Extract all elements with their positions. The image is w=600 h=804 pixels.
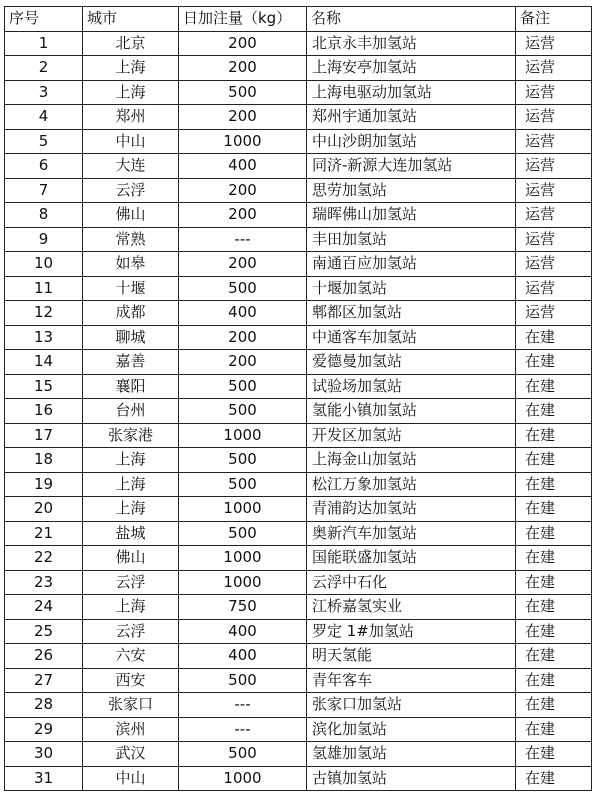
cell-note: 在建 (516, 717, 592, 742)
table-row (5, 129, 592, 154)
cell-city: 聊城 (83, 325, 179, 350)
table-row (5, 178, 592, 203)
cell-no: 7 (5, 178, 83, 203)
cell-name: 丰田加氢站 (307, 227, 516, 252)
table-row (5, 644, 592, 669)
cell-note: 在建 (516, 570, 592, 595)
cell-capacity: 200 (179, 178, 307, 203)
cell-capacity: 200 (179, 56, 307, 81)
cell-city: 滨州 (83, 717, 179, 742)
cell-name: 氢能小镇加氢站 (307, 399, 516, 424)
cell-no: 21 (5, 521, 83, 546)
cell-note: 运营 (516, 31, 592, 56)
cell-name: 氢雄加氢站 (307, 742, 516, 767)
cell-capacity: --- (179, 227, 307, 252)
cell-capacity: 1000 (179, 546, 307, 571)
cell-city: 六安 (83, 644, 179, 669)
cell-no: 20 (5, 497, 83, 522)
cell-capacity: 200 (179, 350, 307, 375)
cell-name: 中通客车加氢站 (307, 325, 516, 350)
cell-capacity: 400 (179, 619, 307, 644)
cell-name: 试验场加氢站 (307, 374, 516, 399)
cell-note: 在建 (516, 742, 592, 767)
cell-name: 南通百应加氢站 (307, 252, 516, 277)
cell-capacity: 500 (179, 374, 307, 399)
cell-no: 28 (5, 693, 83, 718)
cell-city: 云浮 (83, 178, 179, 203)
cell-city: 上海 (83, 472, 179, 497)
table-row (5, 717, 592, 742)
table-row (5, 497, 592, 522)
cell-no: 23 (5, 570, 83, 595)
cell-capacity: 500 (179, 448, 307, 473)
cell-capacity: 1000 (179, 766, 307, 791)
cell-no: 17 (5, 423, 83, 448)
table-row (5, 350, 592, 375)
cell-note: 在建 (516, 325, 592, 350)
cell-capacity: 500 (179, 399, 307, 424)
table-row (5, 399, 592, 424)
cell-note: 运营 (516, 105, 592, 130)
cell-name: 郫都区加氢站 (307, 301, 516, 326)
table-row (5, 105, 592, 130)
cell-no: 15 (5, 374, 83, 399)
cell-no: 2 (5, 56, 83, 81)
cell-city: 中山 (83, 766, 179, 791)
cell-note: 运营 (516, 178, 592, 203)
cell-note: 在建 (516, 766, 592, 791)
cell-capacity: 200 (179, 252, 307, 277)
cell-no: 4 (5, 105, 83, 130)
cell-name: 古镇加氢站 (307, 766, 516, 791)
cell-city: 襄阳 (83, 374, 179, 399)
cell-capacity: 750 (179, 595, 307, 620)
cell-name: 思劳加氢站 (307, 178, 516, 203)
cell-city: 中山 (83, 129, 179, 154)
cell-note: 运营 (516, 203, 592, 228)
cell-city: 云浮 (83, 619, 179, 644)
cell-note: 在建 (516, 668, 592, 693)
cell-name: 奥新汽车加氢站 (307, 521, 516, 546)
header-name: 名称 (307, 7, 516, 32)
cell-name: 江桥嘉氢实业 (307, 595, 516, 620)
cell-note: 在建 (516, 423, 592, 448)
cell-name: 上海金山加氢站 (307, 448, 516, 473)
table-row (5, 252, 592, 277)
table-row (5, 276, 592, 301)
cell-city: 武汉 (83, 742, 179, 767)
cell-name: 郑州宇通加氢站 (307, 105, 516, 130)
cell-name: 松江万象加氢站 (307, 472, 516, 497)
cell-no: 25 (5, 619, 83, 644)
cell-note: 运营 (516, 301, 592, 326)
cell-city: 大连 (83, 154, 179, 179)
cell-note: 运营 (516, 129, 592, 154)
cell-city: 佛山 (83, 546, 179, 571)
cell-capacity: 1000 (179, 570, 307, 595)
hydrogen-station-table (4, 6, 592, 791)
cell-no: 27 (5, 668, 83, 693)
cell-note: 运营 (516, 252, 592, 277)
cell-city: 张家港 (83, 423, 179, 448)
cell-name: 明天氢能 (307, 644, 516, 669)
cell-note: 在建 (516, 448, 592, 473)
cell-no: 31 (5, 766, 83, 791)
cell-note: 运营 (516, 276, 592, 301)
table-header-row (5, 7, 592, 32)
cell-name: 国能联盛加氢站 (307, 546, 516, 571)
cell-capacity: 500 (179, 80, 307, 105)
table-row (5, 570, 592, 595)
cell-city: 成都 (83, 301, 179, 326)
table-row (5, 423, 592, 448)
cell-note: 在建 (516, 472, 592, 497)
cell-no: 5 (5, 129, 83, 154)
cell-no: 8 (5, 203, 83, 228)
cell-city: 常熟 (83, 227, 179, 252)
cell-capacity: 500 (179, 276, 307, 301)
cell-note: 在建 (516, 497, 592, 522)
table-row (5, 56, 592, 81)
cell-no: 14 (5, 350, 83, 375)
cell-note: 在建 (516, 619, 592, 644)
cell-no: 16 (5, 399, 83, 424)
cell-capacity: 1000 (179, 129, 307, 154)
cell-no: 18 (5, 448, 83, 473)
table-body (5, 31, 592, 791)
table-row (5, 693, 592, 718)
cell-city: 上海 (83, 56, 179, 81)
cell-note: 在建 (516, 546, 592, 571)
cell-city: 郑州 (83, 105, 179, 130)
header-city: 城市 (83, 7, 179, 32)
table-row (5, 521, 592, 546)
cell-no: 6 (5, 154, 83, 179)
cell-name: 张家口加氢站 (307, 693, 516, 718)
table-row (5, 374, 592, 399)
table-row (5, 227, 592, 252)
cell-name: 青浦韵达加氢站 (307, 497, 516, 522)
cell-no: 29 (5, 717, 83, 742)
cell-no: 26 (5, 644, 83, 669)
cell-note: 在建 (516, 399, 592, 424)
cell-capacity: 500 (179, 668, 307, 693)
cell-no: 22 (5, 546, 83, 571)
cell-note: 运营 (516, 80, 592, 105)
cell-no: 19 (5, 472, 83, 497)
cell-no: 30 (5, 742, 83, 767)
table-row (5, 31, 592, 56)
cell-capacity: 500 (179, 742, 307, 767)
cell-name: 同济-新源大连加氢站 (307, 154, 516, 179)
cell-no: 13 (5, 325, 83, 350)
table-row (5, 154, 592, 179)
cell-name: 瑞晖佛山加氢站 (307, 203, 516, 228)
cell-city: 上海 (83, 448, 179, 473)
cell-note: 在建 (516, 595, 592, 620)
cell-no: 24 (5, 595, 83, 620)
cell-city: 佛山 (83, 203, 179, 228)
table-row (5, 546, 592, 571)
cell-name: 滨化加氢站 (307, 717, 516, 742)
cell-name: 罗定 1#加氢站 (307, 619, 516, 644)
cell-capacity: 400 (179, 301, 307, 326)
cell-name: 云浮中石化 (307, 570, 516, 595)
cell-city: 上海 (83, 595, 179, 620)
cell-no: 10 (5, 252, 83, 277)
table-row (5, 595, 592, 620)
cell-note: 在建 (516, 644, 592, 669)
table-row (5, 766, 592, 791)
header-no: 序号 (5, 7, 83, 32)
cell-city: 张家口 (83, 693, 179, 718)
cell-capacity: 1000 (179, 423, 307, 448)
table-row (5, 472, 592, 497)
cell-city: 上海 (83, 80, 179, 105)
cell-city: 上海 (83, 497, 179, 522)
cell-city: 北京 (83, 31, 179, 56)
cell-name: 上海电驱动加氢站 (307, 80, 516, 105)
cell-name: 开发区加氢站 (307, 423, 516, 448)
header-note: 备注 (516, 7, 592, 32)
cell-capacity: 400 (179, 154, 307, 179)
cell-no: 3 (5, 80, 83, 105)
cell-name: 北京永丰加氢站 (307, 31, 516, 56)
cell-name: 中山沙朗加氢站 (307, 129, 516, 154)
cell-capacity: --- (179, 693, 307, 718)
table-row (5, 668, 592, 693)
cell-city: 嘉善 (83, 350, 179, 375)
cell-capacity: 200 (179, 105, 307, 130)
cell-note: 在建 (516, 521, 592, 546)
cell-capacity: 200 (179, 325, 307, 350)
header-capacity: 日加注量（kg） (179, 7, 307, 32)
cell-capacity: 200 (179, 203, 307, 228)
cell-capacity: 500 (179, 472, 307, 497)
cell-capacity: 400 (179, 644, 307, 669)
table-row (5, 203, 592, 228)
table-row (5, 325, 592, 350)
cell-capacity: 1000 (179, 497, 307, 522)
table-row (5, 742, 592, 767)
cell-no: 11 (5, 276, 83, 301)
cell-name: 十堰加氢站 (307, 276, 516, 301)
cell-note: 运营 (516, 56, 592, 81)
table-row (5, 619, 592, 644)
cell-capacity: 500 (179, 521, 307, 546)
cell-no: 1 (5, 31, 83, 56)
cell-note: 运营 (516, 154, 592, 179)
cell-name: 上海安亭加氢站 (307, 56, 516, 81)
cell-note: 在建 (516, 374, 592, 399)
cell-capacity: --- (179, 717, 307, 742)
cell-note: 在建 (516, 350, 592, 375)
cell-note: 在建 (516, 693, 592, 718)
cell-city: 西安 (83, 668, 179, 693)
cell-capacity: 200 (179, 31, 307, 56)
cell-city: 台州 (83, 399, 179, 424)
cell-no: 9 (5, 227, 83, 252)
table-row (5, 80, 592, 105)
hydrogen-station-table-container (4, 6, 592, 791)
cell-no: 12 (5, 301, 83, 326)
cell-name: 爱德曼加氢站 (307, 350, 516, 375)
cell-name: 青年客车 (307, 668, 516, 693)
table-row (5, 448, 592, 473)
cell-city: 如皋 (83, 252, 179, 277)
cell-city: 十堰 (83, 276, 179, 301)
cell-note: 运营 (516, 227, 592, 252)
cell-city: 盐城 (83, 521, 179, 546)
table-row (5, 301, 592, 326)
cell-city: 云浮 (83, 570, 179, 595)
